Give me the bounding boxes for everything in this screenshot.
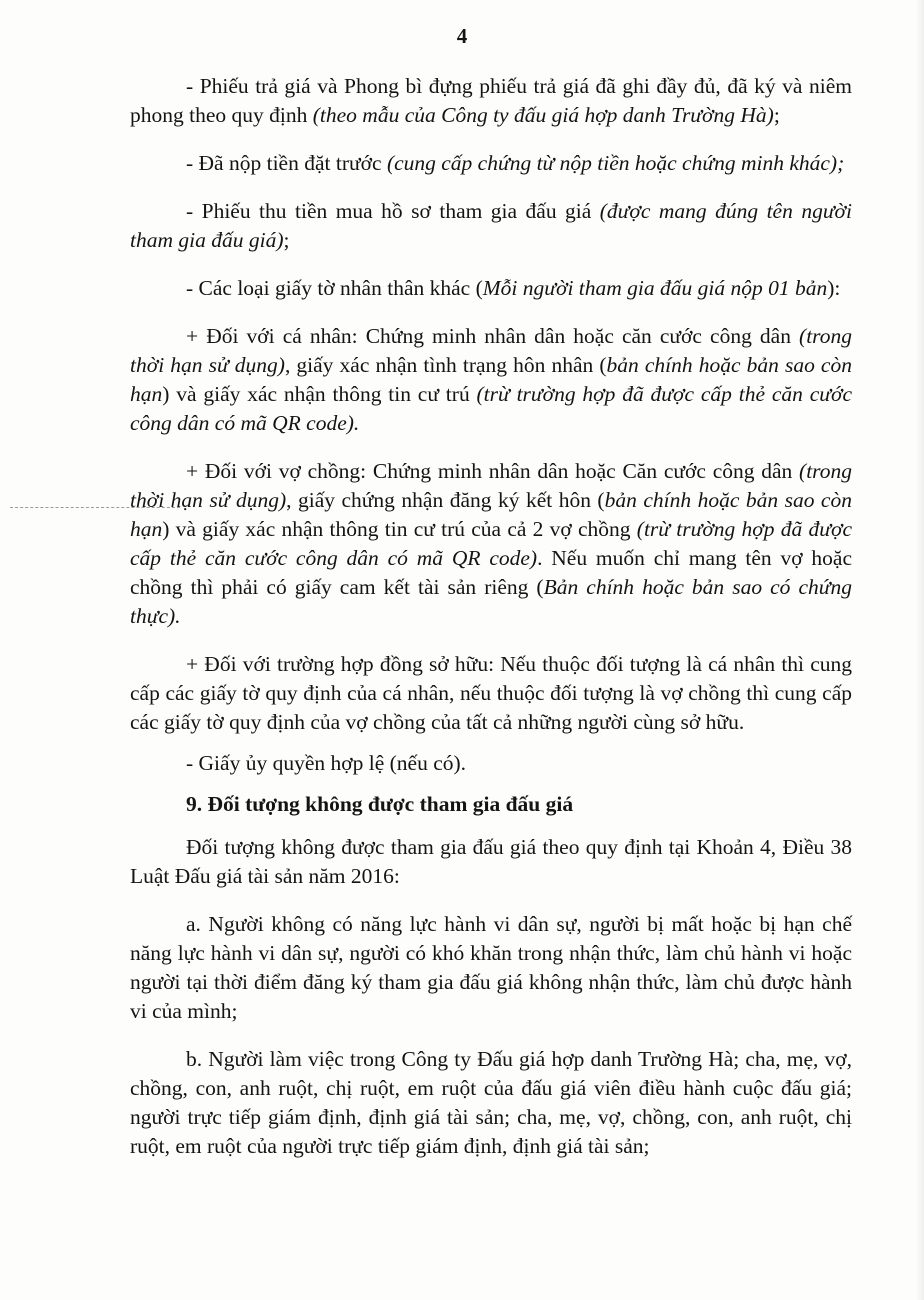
paragraph [130,457,852,631]
paragraph [130,149,852,178]
section-heading [130,790,852,819]
italic-text: bản chính hoặc bản sao còn hạn [130,488,852,541]
text-run: + Đối với trường hợp đồng sở hữu: Nếu thuộc đối tượng là cá nhân thì cung cấp các giấy tờ quy định của cá nhân, nếu thuộc đối tượng là vợ chồng thì cung cấp các giấy tờ quy định của vợ chồng của tất cả những người cùng sở hữu. [130,652,852,734]
text-run: b. Người làm việc trong Công ty Đấu giá hợp danh Trường Hà; cha, mẹ, vợ, chồng, con, anh ruột, chị ruột, em ruột của đấu giá viên điều hành cuộc đấu giá; người trực tiếp giám định, định giá tài sản; cha, mẹ, vợ, chồng, con, anh ruột, chị ruột, em ruột của người trực tiếp giám định, định giá tài sản; [130,1047,852,1158]
text-run: - Phiếu thu tiền mua hồ sơ tham gia đấu giá [186,199,600,223]
text-run: . Nếu muốn chỉ mang tên vợ hoặc chồng thì phải có giấy cam kết tài sản riêng ( [130,546,853,599]
text-run: 9. Đối tượng không được tham gia đấu giá [186,792,574,816]
italic-text: (cung cấp chứng từ nộp tiền hoặc chứng minh khác); [386,151,845,175]
text-run: ) và giấy xác nhận thông tin cư trú của cả 2 vợ chồng [162,517,637,541]
paragraph [130,197,852,255]
paragraph [130,274,852,303]
paragraph [130,1045,852,1161]
italic-text: (trong thời hạn sử dụng) [130,324,852,377]
text-run: - Các loại giấy tờ nhân thân khác ( [186,276,483,300]
paragraph [130,322,852,438]
text-run: ): [827,276,841,300]
text-run: a. Người không có năng lực hành vi dân sự, người bị mất hoặc bị hạn chế năng lực hành vi dân sự, người có khó khăn trong nhận thức, làm chủ hành vi hoặc người tại thời điểm đăng ký tham gia đấu giá không nhận thức, làm chủ được hành vi của mình; [130,912,852,1023]
text-run: ; [283,228,290,252]
italic-text: (trừ trường hợp đã được cấp thẻ căn cước công dân có mã QR code) [130,517,852,570]
italic-text: (được mang đúng tên người tham gia đấu giá) [130,199,852,252]
text-run: - Đã nộp tiền đặt trước [186,151,387,175]
scan-edge-shadow [916,0,924,1300]
italic-text: (theo mẫu của Công ty đấu giá hợp danh Trường Hà) [312,103,774,127]
paragraph [130,749,852,778]
text-run: Đối tượng không được tham gia đấu giá theo quy định tại Khoản 4, Điều 38 Luật Đấu giá tài sản năm 2016: [130,835,852,888]
page-number: 4 [456,24,468,48]
text-run: + Đối với vợ chồng: Chứng minh nhân dân hoặc Căn cước công dân [186,459,800,483]
italic-text: Bản chính hoặc bản sao có chứng thực). [130,575,852,628]
italic-text: (trừ trường hợp đã được cấp thẻ căn cước công dân có mã QR code). [130,382,852,435]
text-run: - Giấy ủy quyền hợp lệ (nếu có). [186,751,467,775]
paragraph [130,833,852,891]
paragraph [130,72,852,130]
text-run: - Phiếu trả giá và Phong bì đựng phiếu trả giá đã ghi đầy đủ, đã ký và niêm phong theo quy định [130,74,852,127]
document-body [130,72,852,1180]
italic-text: (trong thời hạn sử dụng) [130,459,852,512]
text-run: , giấy chứng nhận đăng ký kết hôn ( [286,488,605,512]
italic-text: bản chính hoặc bản sao còn hạn [130,353,852,406]
paragraph [130,650,852,737]
text-run: ; [773,103,780,127]
text-run: , giấy xác nhận tình trạng hôn nhân ( [284,353,607,377]
italic-text: Mỗi người tham gia đấu giá nộp 01 bản [482,276,828,300]
text-run: ) và giấy xác nhận thông tin cư trú [162,382,477,406]
paragraph [130,910,852,1026]
text-run: + Đối với cá nhân: Chứng minh nhân dân hoặc căn cước công dân [186,324,800,348]
